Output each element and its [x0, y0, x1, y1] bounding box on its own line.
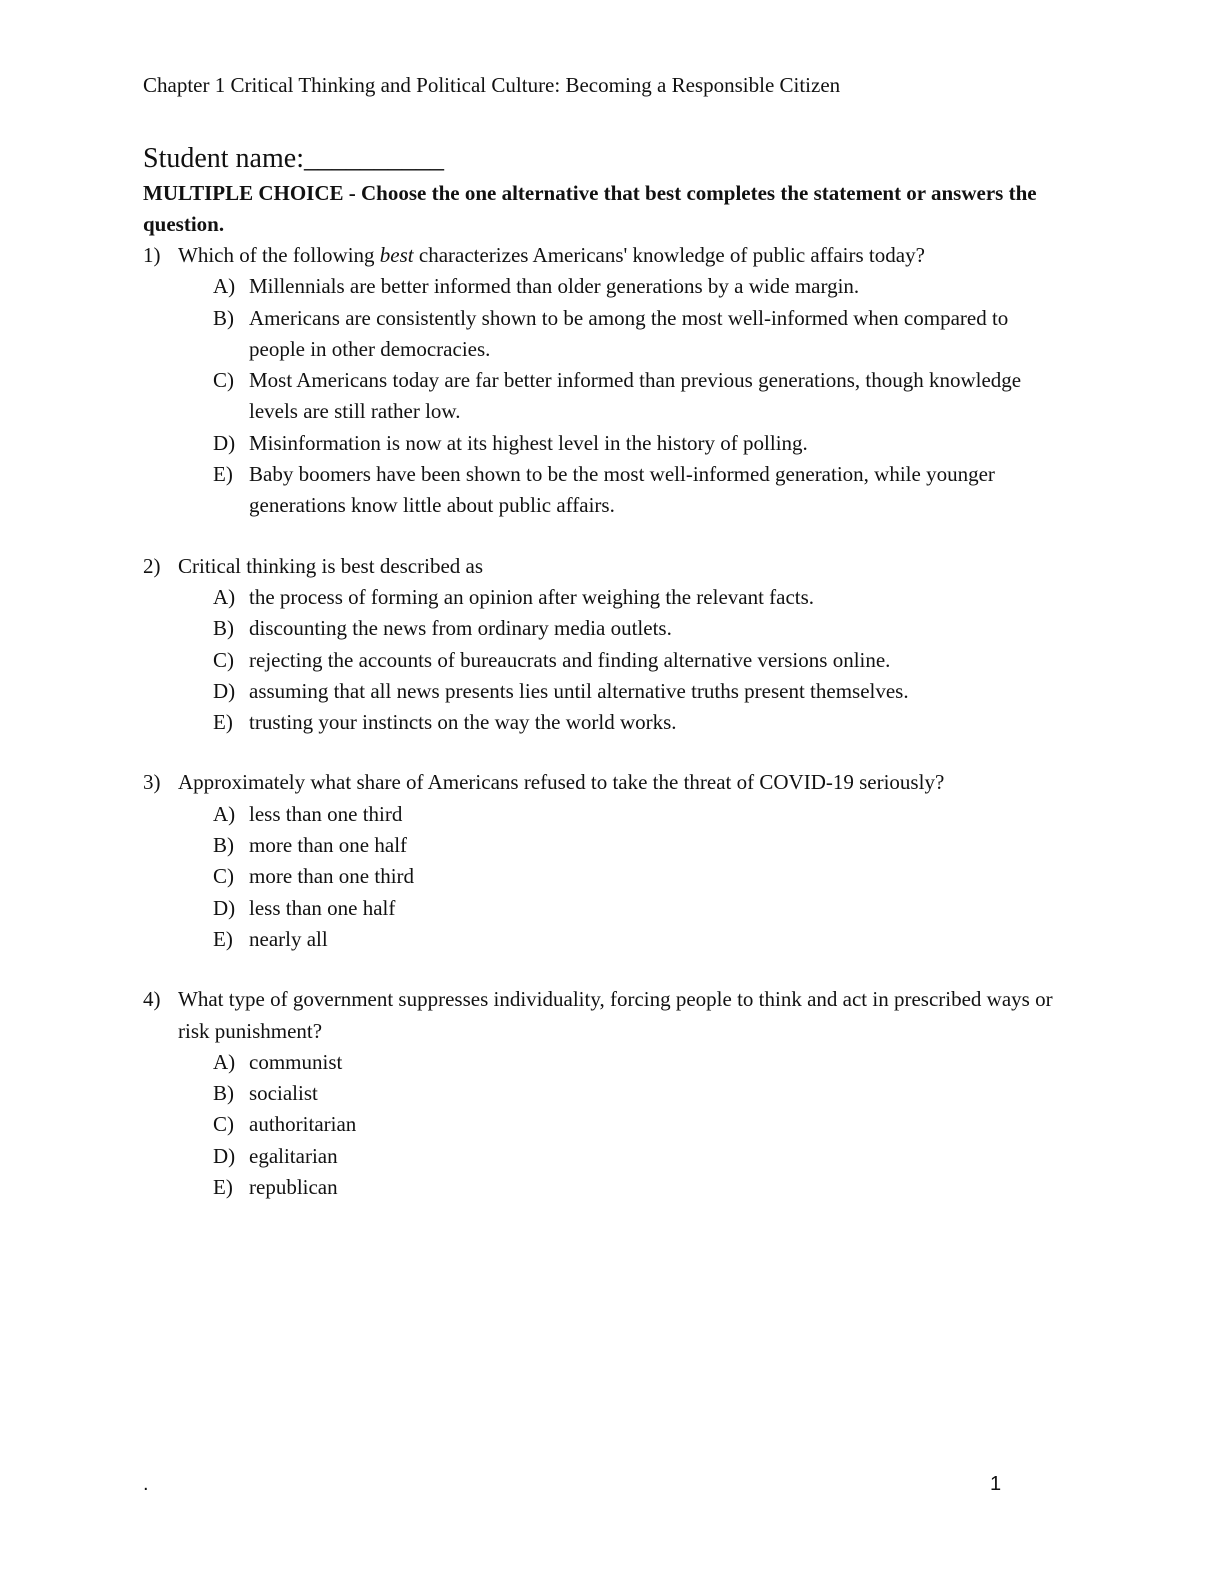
option-c — [0, 645, 1029, 676]
page-number: 1 — [990, 1473, 1002, 1495]
question-number: 3) — [143, 770, 161, 795]
question-4 — [0, 984, 1224, 1203]
option-letter: D) — [213, 1143, 236, 1168]
option-text: socialist — [249, 1081, 318, 1106]
option-letter: E) — [213, 462, 233, 487]
option-letter: B) — [213, 833, 234, 858]
option-letter: C) — [213, 864, 234, 889]
option-text: authoritarian — [249, 1112, 357, 1137]
option-e — [0, 1172, 1029, 1203]
option-d — [0, 1141, 1029, 1172]
question-list — [0, 240, 1224, 1232]
option-letter: D) — [213, 678, 236, 703]
option-d — [0, 676, 1029, 707]
chapter-header: Chapter 1 Critical Thinking and Political Culture: Becoming a Responsible Citizen — [143, 73, 841, 97]
option-letter: C) — [213, 1112, 234, 1137]
option-letter: B) — [213, 305, 234, 330]
option-letter: A) — [213, 584, 236, 609]
option-text: more than one third — [249, 864, 415, 889]
option-letter: E) — [213, 926, 233, 951]
option-text: nearly all — [249, 926, 328, 951]
option-text: less than one third — [249, 801, 403, 826]
option-d — [0, 893, 1029, 924]
option-e — [0, 707, 1029, 738]
question-text: Which of the following — [178, 243, 380, 267]
option-c — [0, 365, 1029, 428]
question-3 — [0, 767, 1224, 955]
option-d — [0, 428, 1029, 459]
option-b — [0, 830, 1029, 861]
option-text: the process of forming an opinion after weighing the relevant facts. — [249, 584, 815, 609]
option-c — [0, 861, 1029, 892]
option-a — [0, 1047, 1029, 1078]
option-text: assuming that all news presents lies until alternative truths present themselves. — [249, 678, 909, 703]
option-letter: D) — [213, 895, 236, 920]
question-1 — [0, 240, 1224, 522]
option-c — [0, 1109, 1029, 1140]
question-emphasis: best — [379, 243, 414, 267]
option-text: Americans are consistently shown to be among the most well-informed when compared to people in other democracies. — [249, 305, 1009, 361]
option-text: Misinformation is now at its highest level in the history of polling. — [249, 430, 808, 455]
option-b — [0, 303, 1029, 366]
footer-mark: . — [143, 1473, 149, 1495]
option-text: republican — [249, 1175, 338, 1200]
option-letter: B) — [213, 1081, 234, 1106]
question-text: Approximately what share of Americans refused to take the threat of COVID-19 seriously? — [178, 770, 945, 795]
option-text: Baby boomers have been shown to be the most well-informed generation, while younger generations know little about public affairs. — [249, 462, 995, 518]
option-letter: A) — [213, 801, 236, 826]
question-text: Critical thinking is best described as — [178, 553, 484, 578]
option-text: Millennials are better informed than older generations by a wide margin. — [249, 274, 860, 299]
option-letter: E) — [213, 710, 233, 735]
option-b — [0, 613, 1029, 644]
option-e — [0, 924, 1029, 955]
option-text: rejecting the accounts of bureaucrats and finding alternative versions online. — [249, 647, 891, 672]
option-text: more than one half — [249, 833, 408, 858]
question-text: What type of government suppresses individuality, forcing people to think and act in prescribed ways or risk punishment? — [178, 987, 1053, 1043]
option-text: less than one half — [249, 895, 396, 920]
option-b — [0, 1078, 1029, 1109]
student-name-label: Student name:__________ — [143, 143, 444, 174]
question-4-stem — [0, 984, 1058, 1047]
option-letter: B) — [213, 616, 234, 641]
option-a — [0, 271, 1029, 302]
option-letter: A) — [213, 1049, 236, 1074]
option-letter: D) — [213, 430, 236, 455]
option-text: discounting the news from ordinary media outlets. — [249, 616, 672, 641]
option-text: trusting your instincts on the way the world works. — [249, 710, 677, 735]
option-letter: A) — [213, 274, 236, 299]
option-text: Most Americans today are far better informed than previous generations, though knowledge levels are still rather low. — [249, 368, 1022, 424]
option-text: communist — [249, 1049, 343, 1074]
question-number: 2) — [143, 553, 161, 578]
question-number: 1) — [143, 243, 161, 267]
option-letter: C) — [213, 647, 234, 672]
option-letter: E) — [213, 1175, 233, 1200]
question-1-stem — [0, 240, 1058, 271]
question-2 — [0, 551, 1224, 739]
question-3-stem — [0, 767, 1058, 798]
question-number: 4) — [143, 987, 161, 1012]
option-e — [0, 459, 1029, 522]
option-letter: C) — [213, 368, 234, 393]
question-2-stem — [0, 551, 1058, 582]
question-text: characterizes Americans' knowledge of public affairs today? — [413, 243, 925, 267]
option-text: egalitarian — [249, 1143, 338, 1168]
option-a — [0, 582, 1029, 613]
option-a — [0, 799, 1029, 830]
instructions: MULTIPLE CHOICE - Choose the one alternative that best completes the statement or answers the question. — [143, 181, 1037, 236]
